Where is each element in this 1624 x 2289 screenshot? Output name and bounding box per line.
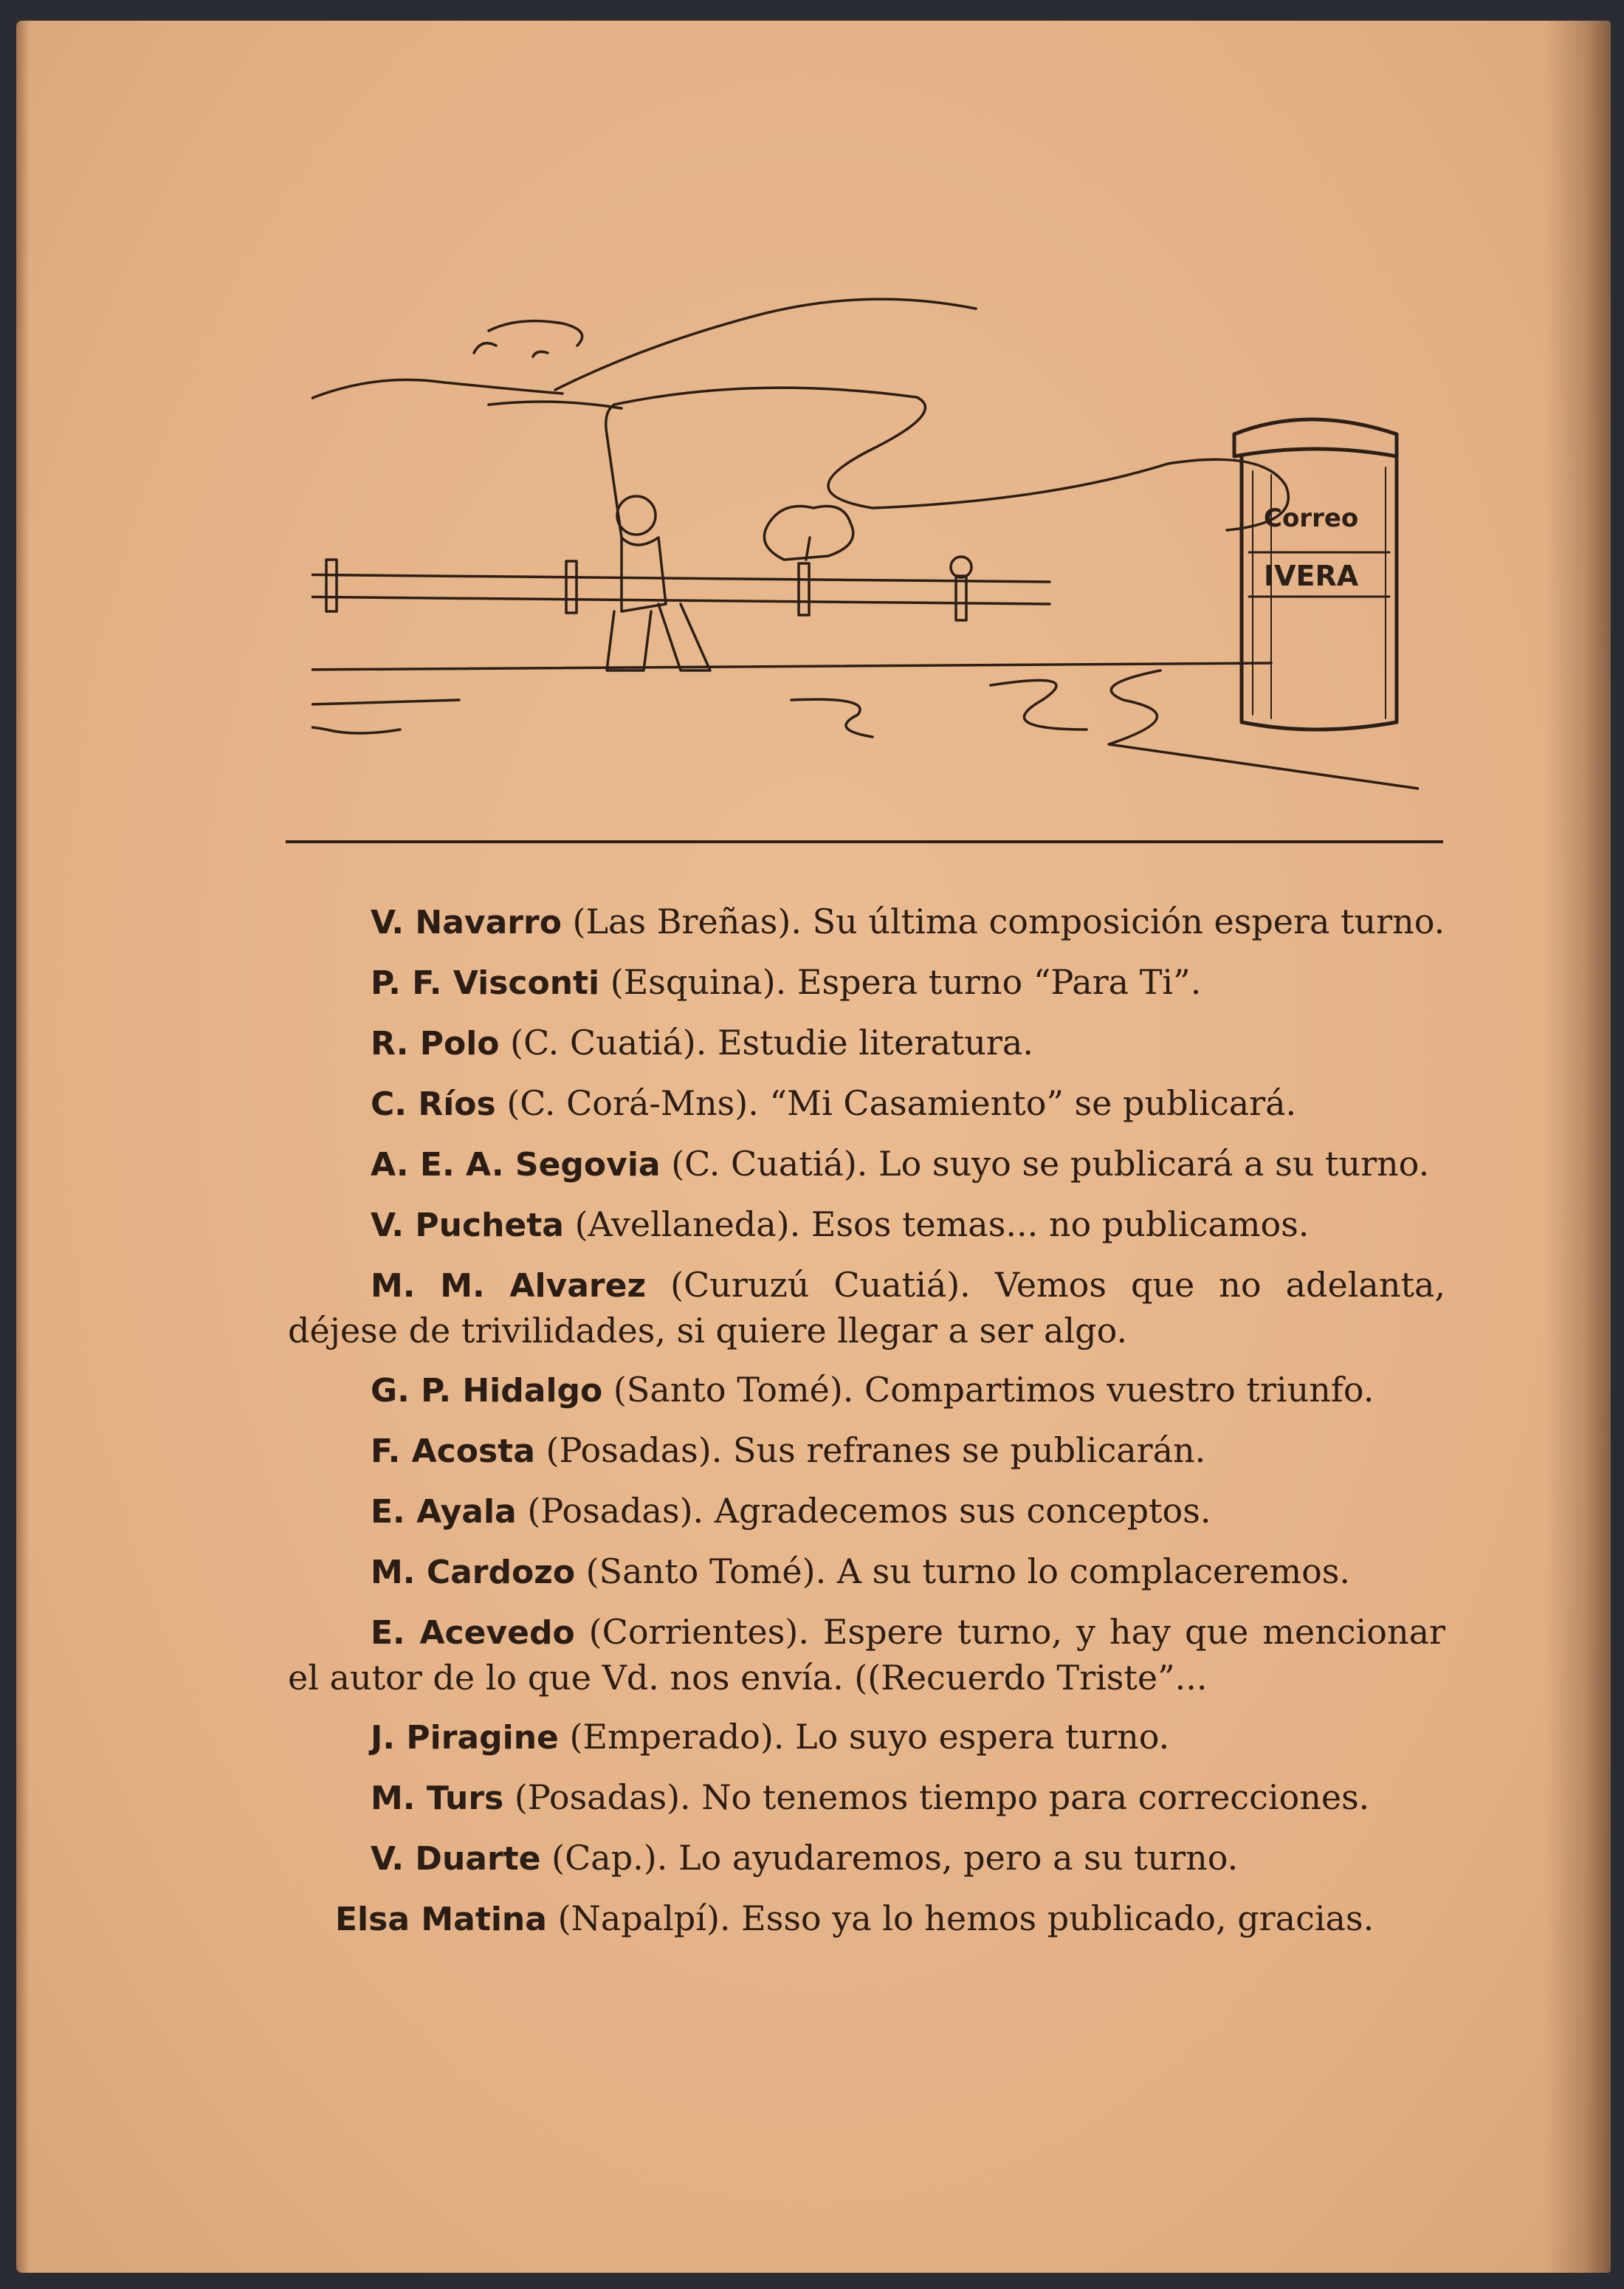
- section-rule: [286, 840, 1443, 843]
- gaucho-mailbox-illustration: [312, 286, 1419, 803]
- bird-scribble: [489, 321, 582, 346]
- entry-text: (Las Breñas). Su última composición espera turno.: [561, 902, 1445, 941]
- entry-name: R. Polo: [371, 1025, 500, 1063]
- entry-text: (Emperado). Lo suyo espera turno.: [558, 1717, 1170, 1757]
- entry-name: M. Turs: [371, 1780, 504, 1817]
- page-left-edge: [16, 21, 30, 2273]
- entry-name: A. E. A. Segovia: [371, 1146, 661, 1184]
- cloud-line: [555, 299, 976, 390]
- entry-text: (Posadas). Agradecemos sus conceptos.: [516, 1491, 1211, 1531]
- entry-name: V. Pucheta: [371, 1207, 564, 1244]
- entry-text: (C. Cuatiá). Estudie literatura.: [499, 1023, 1033, 1063]
- entry-name: F. Acosta: [371, 1432, 535, 1470]
- gaucho-figure: [606, 405, 710, 670]
- entry-name: C. Ríos: [371, 1085, 496, 1123]
- list-item: [288, 1896, 1445, 1942]
- entry-text: (Esquina). Espera turno “Para Ti”.: [599, 962, 1202, 1002]
- list-item: [288, 1428, 1445, 1474]
- entry-text: (Santo Tomé). Compartimos vuestro triunfo.: [602, 1370, 1374, 1410]
- entry-name: E. Ayala: [371, 1493, 517, 1531]
- entry-text: (Curuzú Cuatiá). Vemos que no adelanta, déjese de trivilidades, si quiere llegar a ser algo.: [288, 1265, 1446, 1351]
- list-item: [288, 1263, 1445, 1353]
- entry-text: (Corrientes). Espere turno, y hay que mencionar el autor de lo que Vd. nos envía. ((Recuerdo Triste”...: [288, 1612, 1445, 1698]
- entry-text: (C. Cuatiá). Lo suyo se publicará a su turno.: [660, 1144, 1430, 1184]
- list-item: [288, 1367, 1445, 1413]
- entry-name: V. Duarte: [371, 1840, 541, 1878]
- list-item: [288, 1836, 1445, 1881]
- list-item: [288, 1715, 1445, 1760]
- book-page: [16, 21, 1611, 2273]
- list-item: [288, 1610, 1445, 1700]
- list-item: [288, 899, 1445, 945]
- page-gutter: [1544, 21, 1611, 2273]
- list-item: [288, 1202, 1445, 1248]
- mailbox-bottom-label: IVERA: [1264, 560, 1359, 592]
- entry-name: M. M. Alvarez: [371, 1267, 647, 1305]
- list-item: [288, 1081, 1445, 1127]
- entry-name: G. P. Hidalgo: [371, 1372, 603, 1410]
- entry-name: Elsa Matina: [335, 1901, 547, 1938]
- list-item: [288, 960, 1445, 1006]
- entry-text: (Avellaneda). Esos temas... no publicamos.: [563, 1204, 1310, 1244]
- list-item: [288, 1775, 1445, 1821]
- entry-name: E. Acevedo: [371, 1614, 575, 1652]
- mailbox-top-label: Correo: [1264, 504, 1359, 533]
- ground-line: [312, 663, 1271, 670]
- sky-line: [312, 380, 562, 434]
- list-item: [288, 1489, 1445, 1534]
- entry-text: (Posadas). No tenemos tiempo para correcciones.: [503, 1777, 1370, 1817]
- entry-name: V. Navarro: [371, 904, 562, 941]
- entry-text: (Santo Tomé). A su turno lo complaceremos.: [575, 1551, 1350, 1591]
- entry-name: J. Piragine: [371, 1719, 559, 1757]
- entry-text: (Cap.). Lo ayudaremos, pero a su turno.: [540, 1838, 1239, 1878]
- entry-name: P. F. Visconti: [371, 964, 600, 1002]
- list-item: [288, 1020, 1445, 1066]
- fence-rail-top: [312, 574, 1050, 582]
- lasso-rope: [614, 388, 1288, 530]
- entry-text: (C. Corá-Mns). “Mi Casamiento” se publicará.: [495, 1083, 1297, 1123]
- entry-text: (Posadas). Sus refranes se publicarán.: [534, 1430, 1206, 1470]
- entry-name: M. Cardozo: [371, 1554, 576, 1591]
- correspondence-list: [288, 899, 1445, 1957]
- entry-text: (Napalpí). Esso ya lo hemos publicado, gracias.: [546, 1898, 1374, 1938]
- list-item: [288, 1549, 1445, 1595]
- list-item: [288, 1142, 1445, 1187]
